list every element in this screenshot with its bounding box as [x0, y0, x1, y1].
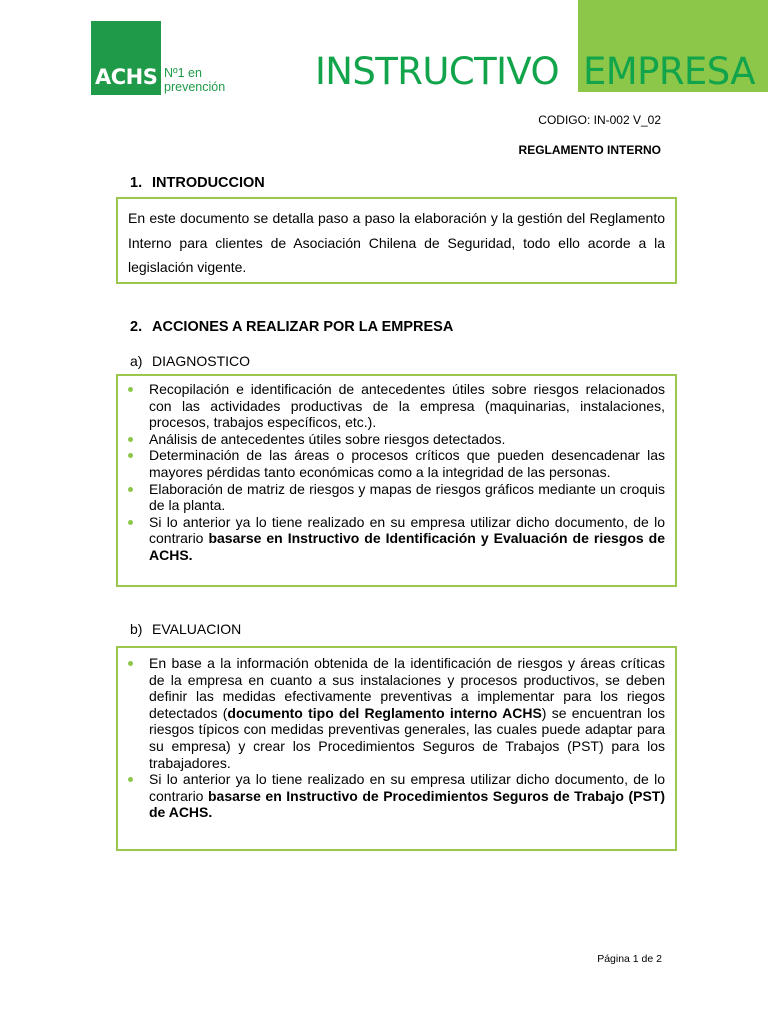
list-item-text: En base a la información obtenida de la identificación de riesgos y áreas críticas de la empresa en cuanto a sus instalaciones y procesos productivos, se deben definir las medidas efectivamente preventivas a implementar para los riegos detectados ( [149, 655, 665, 721]
bullet-icon [128, 777, 133, 782]
intro-text: En este documento se detalla paso a paso la elaboración y la gestión del Reglamento Interno para clientes de Asociación Chilena de Seguridad, todo ello acorde a la legislación vigente. [128, 210, 665, 275]
document-code: CODIGO: IN-002 V_02 [538, 113, 661, 127]
list-item-text: Si lo anterior ya lo tiene realizado en su empresa utilizar dicho documento, de lo contrario [149, 771, 665, 804]
bullet-icon [128, 387, 133, 392]
evaluacion-box [116, 646, 677, 851]
section-number: 2. [130, 319, 143, 335]
list-item-text: Si lo anterior ya lo tiene realizado en su empresa utilizar dicho documento, de lo contrario [149, 513, 665, 547]
list-item-bold-text: basarse en Instructivo de Identificación y Evaluación de riesgos de ACHS. [149, 530, 666, 563]
list-item-bold-text: documento tipo del Reglamento interno ACHS [227, 704, 542, 721]
list-item [118, 381, 675, 431]
list-item-text: Elaboración de matriz de riesgos y mapas de riesgos gráficos mediante un croquis de la planta. [149, 480, 665, 514]
subsection-title: DIAGNOSTICO [152, 353, 251, 369]
list-item-text: Análisis de antecedentes útiles sobre riesgos detectados. [149, 430, 506, 447]
list-item [118, 771, 675, 821]
logo-tagline-line-1: Nº1 en [164, 66, 202, 80]
list-item [118, 447, 675, 480]
list-item-bold-text: basarse en Instructivo de Procedimientos Seguros de Trabajo (PST) de ACHS. [149, 787, 665, 821]
section-title: ACCIONES A REALIZAR POR LA EMPRESA [152, 319, 454, 335]
diagnostico-box [116, 374, 677, 587]
list-item [118, 514, 675, 564]
subsection-title: EVALUACION [152, 621, 242, 637]
document-subject: REGLAMENTO INTERNO [518, 143, 661, 157]
subsection-letter: b) [130, 621, 143, 637]
bullet-icon [128, 661, 133, 666]
section-heading-intro [130, 175, 265, 191]
logo-tagline-panel [161, 21, 224, 95]
evaluacion-list [118, 655, 675, 821]
bullet-icon [128, 520, 133, 525]
page-number: Página 1 de 2 [597, 953, 662, 965]
subsection-heading-evaluacion [130, 621, 241, 637]
subsection-letter: a) [130, 353, 143, 369]
document-title: INSTRUCTIVO [315, 50, 559, 93]
diagnostico-list [118, 381, 675, 564]
list-item [118, 481, 675, 514]
intro-box [116, 197, 677, 284]
list-item [118, 431, 675, 448]
section-title: INTRODUCCION [152, 175, 265, 191]
bullet-icon [128, 437, 133, 442]
achs-logo [91, 21, 161, 95]
section-heading-acciones [130, 319, 453, 335]
logo-text: ACHS [95, 65, 158, 89]
subsection-heading-diagnostico [130, 353, 250, 369]
logo-tagline [164, 66, 224, 94]
list-item-text-after: ) se encuentran los riesgos típicos con medidas preventivas generales, las cuales puede adaptar para su empresa) y crear los Procedimientos Seguros de Trabajos (PST) para los trabajadores. [149, 704, 665, 771]
bullet-icon [128, 487, 133, 492]
document-title-suffix: EMPRESA [583, 50, 755, 93]
section-number: 1. [130, 175, 143, 191]
list-item [118, 655, 675, 771]
logo-tagline-line-2: prevención [164, 80, 226, 94]
bullet-icon [128, 453, 133, 458]
list-item-text: Determinación de las áreas o procesos críticos que pueden desencadenar las mayores pérdidas tanto económicas como a la integridad de las personas. [149, 447, 665, 480]
header-accent-block [578, 0, 768, 92]
list-item-text: Recopilación e identificación de antecedentes útiles sobre riesgos relacionados con las actividades productivas de la empresa (maquinarias, instalaciones, procesos, trabajos específicos, etc.). [149, 381, 665, 431]
